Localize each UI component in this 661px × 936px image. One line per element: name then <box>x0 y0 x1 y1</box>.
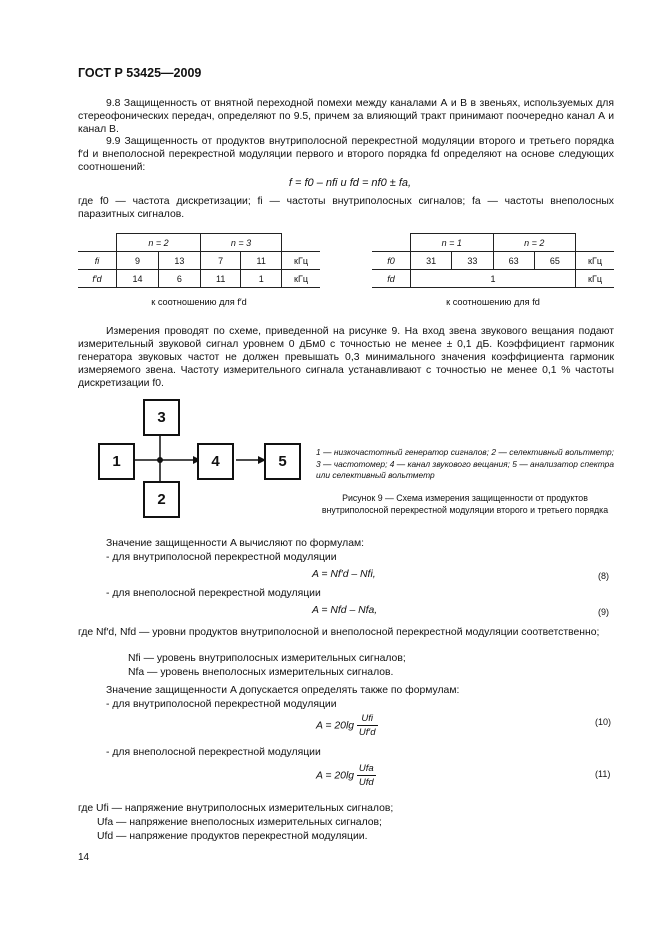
where-definitions-3c: Ufd — напряжение продуктов перекрестной модуляции. <box>97 831 368 842</box>
table1-cell: 7 <box>200 252 241 270</box>
where-definitions-3b: Ufa — напряжение внеполосных измерительных сигналов; <box>97 817 382 828</box>
table2-head-n2: n = 2 <box>493 234 576 252</box>
main-formula: f = f0 – nfi и fd = nf0 ± fa, <box>288 177 412 189</box>
equation-10-number: (10) <box>595 717 612 727</box>
table2-cell-merged: 1 <box>411 270 576 288</box>
table2-unit: кГц <box>576 252 615 270</box>
equation-10-left: A = 20lg <box>316 720 355 732</box>
table1-head-n3: n = 3 <box>200 234 281 252</box>
paragraph-9-9: 9.9 Защищенность от продуктов внутриполосной перекрестной модуляции второго и третьего порядка f′d и внеполосной перекрестной модуляции первого и второго порядка fd определяют на основе следующих соотношений: <box>78 136 614 173</box>
table1-unit: кГц <box>282 252 321 270</box>
equation-11-denominator: Ufd <box>358 777 374 788</box>
table-f0-fd <box>372 233 614 288</box>
equation-11 <box>316 762 376 789</box>
table2-unit: кГц <box>576 270 615 288</box>
table1-row1-label: fi <box>78 252 117 270</box>
table1-empty-unit-head <box>282 234 321 252</box>
table2-cell: 63 <box>493 252 534 270</box>
table1-cell: 6 <box>158 270 200 288</box>
equation-8-number: (8) <box>598 571 609 581</box>
paragraph-9-8: 9.8 Защищенность от внятной переходной помехи между каналами А и В в звеньях, используемых для стереофонических передач, определяют по 9.5, причем за влияющий тракт принимают поочередно канал А и канал В. <box>78 98 614 135</box>
table1-cell: 11 <box>241 252 282 270</box>
table1-unit: кГц <box>282 270 321 288</box>
where-definitions-2c: Nfa — уровень внеполосных измерительных сигналов. <box>128 667 394 678</box>
where-definitions-1: где f0 — частота дискретизации; fi — частоты внутриполосных сигналов; fa — частоты внеполосных паразитных сигналов. <box>78 196 614 220</box>
equation-9-number: (9) <box>598 607 609 617</box>
block-3-frequency-counter: 3 <box>143 399 180 436</box>
equation-10 <box>316 712 378 739</box>
calc-out-band-label-2: - для внеполосной перекрестной модуляции <box>106 747 321 758</box>
equation-11-numerator: Ufa <box>358 763 374 774</box>
table2-caption: к соотношению для fd <box>446 297 540 307</box>
equation-8: A = Nf′d – Nfi, <box>312 569 376 580</box>
table1-empty-corner <box>78 234 117 252</box>
figure-caption: Рисунок 9 — Схема измерения защищенности от продуктов внутриполосной перекрестной модуляции второго и третьего порядка <box>321 493 609 515</box>
document-header: ГОСТ Р 53425—2009 <box>78 66 202 80</box>
where-definitions-3a: где Ufi — напряжение внутриполосных измерительных сигналов; <box>78 803 394 814</box>
table2-head-n1: n = 1 <box>411 234 494 252</box>
calc-out-band-label: - для внеполосной перекрестной модуляции <box>106 588 321 599</box>
table1-cell: 9 <box>117 252 159 270</box>
calc-in-band-label-2: - для внутриполосной перекрестной модуляции <box>106 699 337 710</box>
table2-cell: 31 <box>411 252 452 270</box>
table2-empty-unit-head <box>576 234 615 252</box>
where-definitions-2b: Nfi — уровень внутриполосных измерительных сигналов; <box>128 653 406 664</box>
calc-intro-2: Значение защищенности A допускается определять также по формулам: <box>106 685 460 696</box>
table2-row1-label: f0 <box>372 252 411 270</box>
block-2-voltmeter: 2 <box>143 481 180 518</box>
equation-10-denominator: Uf′d <box>358 727 376 738</box>
equation-11-left: A = 20lg <box>316 770 355 782</box>
table1-row2-label: f′d <box>78 270 117 288</box>
block-1-generator: 1 <box>98 443 135 480</box>
equation-11-number: (11) <box>595 769 611 779</box>
figure-legend: 1 — низкочастотный генератор сигналов; 2 — селективный вольтметр; 3 — частотомер; 4 — канал звукового вещания; 5 — анализатор спектра или селективный вольтметр <box>316 447 614 480</box>
block-4-channel: 4 <box>197 443 234 480</box>
table2-row2-label: fd <box>372 270 411 288</box>
table1-caption: к соотношению для f′d <box>151 297 247 307</box>
table2-cell: 33 <box>452 252 493 270</box>
equation-10-fraction <box>357 712 378 739</box>
paragraph-measurement: Измерения проводят по схеме, приведенной на рисунке 9. На вход звена звукового вещания подают измерительный звуковой сигнал уровнем 0 дБм0 с точностью не менее ± 0,1 дБ. Коэффициент гармоник генератора звуковых частот не должен превышать 0,3 минимального значения коэффициента гармоник измеряемого звена. Частоту измерительного сигнала устанавливают с точностью не менее 0,1 % частоты дискретизации f0. <box>78 326 614 389</box>
equation-9: A = Nfd – Nfa, <box>312 605 378 616</box>
table1-cell: 11 <box>200 270 241 288</box>
table1-head-n2: n = 2 <box>117 234 201 252</box>
calc-in-band-label: - для внутриполосной перекрестной модуляции <box>106 552 337 563</box>
table-fi-fd <box>78 233 320 288</box>
table1-cell: 13 <box>158 252 200 270</box>
equation-10-numerator: Ufi <box>357 712 378 726</box>
table1-cell: 1 <box>241 270 282 288</box>
where-definitions-2a: где Nf′d, Nfd — уровни продуктов внутриполосной и внеполосной перекрестной модуляции соответственно; <box>78 627 600 638</box>
calc-intro: Значение защищенности A вычисляют по формулам: <box>106 538 365 549</box>
table2-cell: 65 <box>534 252 575 270</box>
block-5-analyzer: 5 <box>264 443 301 480</box>
equation-11-fraction <box>357 762 376 789</box>
table2-empty-corner <box>372 234 411 252</box>
junction-dot <box>157 457 163 463</box>
table1-cell: 14 <box>117 270 159 288</box>
page-number: 14 <box>78 852 90 863</box>
